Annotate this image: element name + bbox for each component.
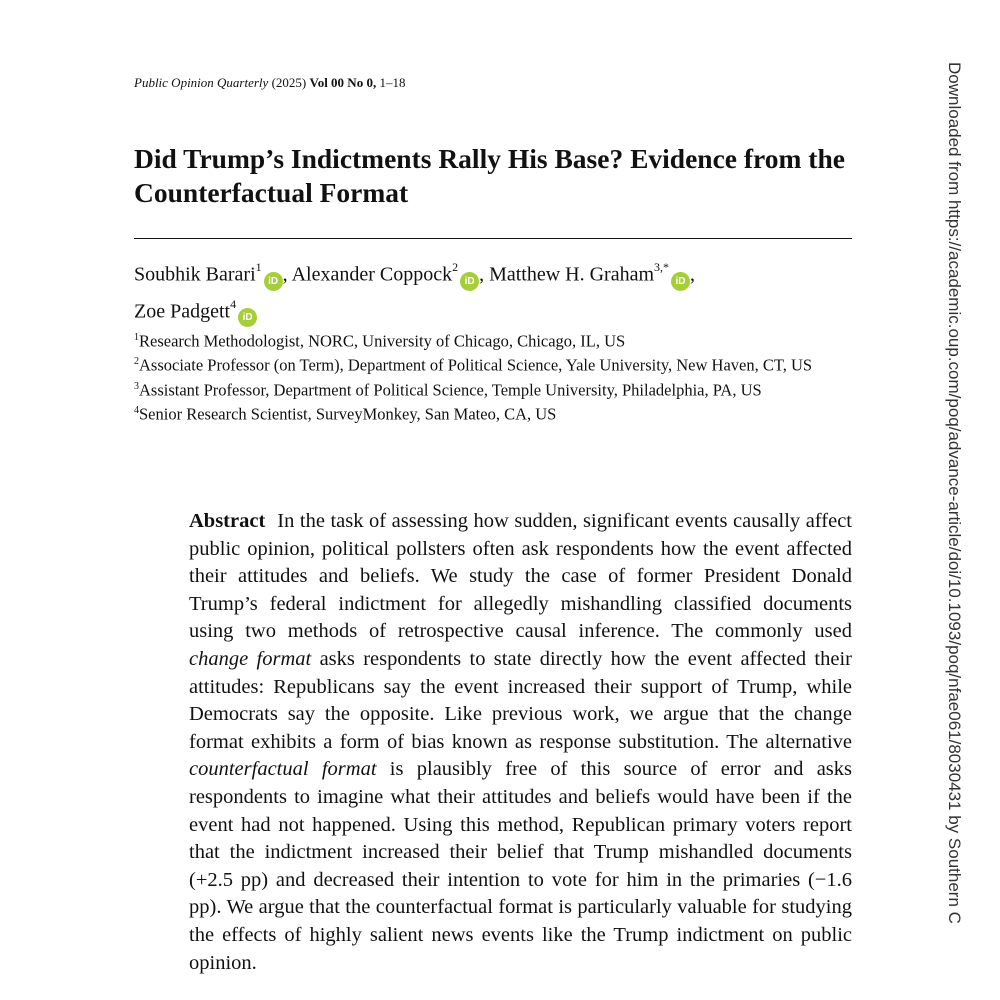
orcid-icon[interactable]: iD	[460, 272, 479, 291]
affiliation-text: Senior Research Scientist, SurveyMonkey, San Mateo, CA, US	[139, 404, 557, 424]
affiliation-mark: 4	[134, 404, 139, 416]
download-watermark: Downloaded from https://academic.oup.com/poq/advance-article/doi/10.1093/poq/nfae061/8030431 by Southern C	[945, 62, 964, 924]
author-name: Soubhik Barari	[134, 263, 256, 286]
abstract-text: In the task of assessing how sudden, significant events causally affect public opinion, political pollsters often ask respondents how the event affected their attitudes and beliefs. We study the case of former President Donald Trump’s federal indictment for allegedly mishandling classified documents using two methods of retrospective causal inference. The commonly used	[189, 510, 852, 643]
affiliation-list	[134, 328, 814, 425]
affiliation-mark: 1	[134, 332, 139, 343]
author-affiliation-mark: 2	[452, 260, 459, 274]
affiliation-item	[134, 377, 814, 401]
orcid-icon[interactable]: iD	[238, 308, 257, 327]
author-affiliation-mark: 1	[255, 260, 262, 274]
affiliation-text: Assistant Professor, Department of Political Science, Temple University, Philadelphia, PA, US	[139, 380, 762, 400]
journal-citation	[134, 75, 405, 91]
abstract	[189, 508, 852, 977]
author-name: Alexander Coppock	[291, 263, 453, 286]
author-affiliation-mark: 4	[230, 296, 237, 311]
journal-name: Public Opinion Quarterly	[134, 75, 269, 90]
journal-year: (2025)	[271, 75, 307, 90]
orcid-icon[interactable]: iD	[671, 272, 690, 291]
affiliation-text: Research Methodologist, NORC, University of Chicago, Chicago, IL, US	[139, 331, 626, 351]
article-title: Did Trump’s Indictments Rally His Base? Evidence from the Counterfactual Format	[134, 143, 845, 208]
title-divider	[134, 238, 852, 239]
abstract-emphasis: counterfactual format	[189, 758, 377, 781]
journal-volume: Vol 00 No 0,	[309, 75, 377, 90]
author-affiliation-mark: 3,*	[654, 260, 670, 274]
abstract-text: is plausibly free of this source of error and asks respondents to imagine what their attitudes and beliefs would have been if the event had not happened. Using this method, Republican primary voters report that the indictment increased their belief that Trump mishandled documents (+2.5 pp) and decreased their intention to vote for him in the primaries (−1.6 pp). We argue that the counterfactual format is particularly valuable for studying the effects of highly salient news events like the Trump indictment on public opinion.	[189, 758, 852, 974]
journal-pages: 1–18	[379, 75, 406, 90]
author-name: Matthew H. Graham	[489, 263, 655, 286]
affiliation-mark: 3	[134, 380, 139, 392]
affiliation-item	[134, 352, 814, 376]
abstract-label: Abstract	[189, 510, 266, 532]
affiliation-text: Associate Professor (on Term), Department of Political Science, Yale University, New Haven, CT, US	[139, 355, 813, 375]
author-name: Zoe Padgett	[134, 300, 231, 323]
abstract-emphasis: change format	[189, 647, 312, 670]
abstract-text: asks respondents to state directly how the event affected their attitudes: Republicans say the event increased their support of Trump, while Democrats say the opposite. Like previous work, we argue that the change format exhibits a form of bias known as response substitution. The alternative	[189, 647, 853, 753]
affiliation-item	[134, 401, 814, 425]
orcid-icon[interactable]: iD	[264, 272, 283, 291]
affiliation-mark: 2	[134, 356, 139, 368]
affiliation-item	[134, 328, 814, 352]
author-list: Soubhik Barari$^1$iD , Alexander Coppock$^2$iD , Matthew H. Graham$^{3,*}$iD , Zoe Padgett$^4$iD	[134, 254, 854, 327]
